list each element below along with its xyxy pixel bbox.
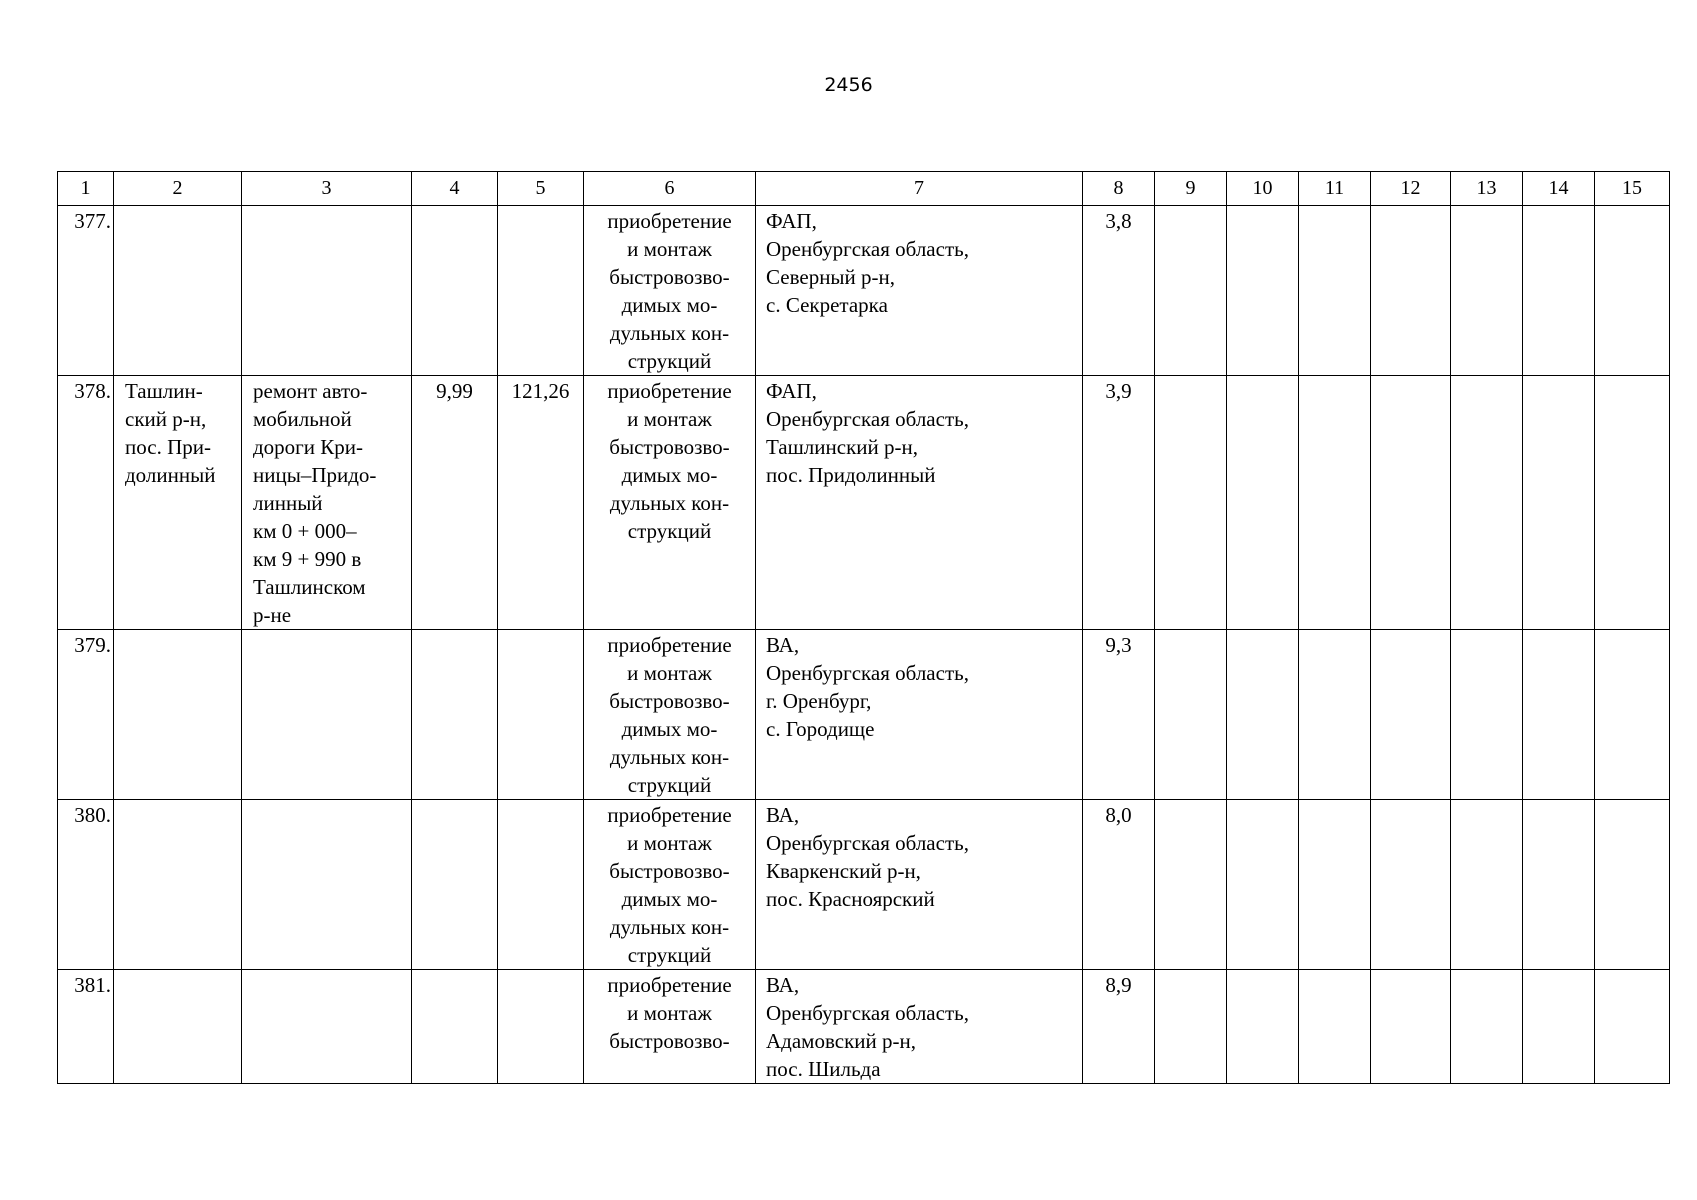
facility-line: г. Оренбург, — [766, 689, 872, 713]
empty-cell — [1371, 970, 1451, 1084]
value-cell: 8,9 — [1083, 970, 1155, 1084]
road-line: ницы–Придо- — [253, 463, 377, 487]
activity-line: и монтаж — [627, 407, 712, 431]
column-header: 7 — [756, 172, 1083, 206]
road-cell — [242, 630, 412, 800]
activity-cell — [584, 630, 756, 800]
register-table — [57, 171, 1670, 1084]
road-line: Ташлинском — [253, 575, 366, 599]
table-row — [58, 630, 1670, 800]
column-number-row — [58, 172, 1670, 206]
table-row — [58, 970, 1670, 1084]
activity-line: димых мо- — [621, 463, 718, 487]
empty-cell — [1371, 800, 1451, 970]
road-line: р-не — [253, 603, 292, 627]
facility-line: Оренбургская область, — [766, 831, 969, 855]
district-line: долинный — [125, 463, 216, 487]
activity-line: приобретение — [607, 209, 732, 233]
activity-cell — [584, 970, 756, 1084]
activity-line: дульных кон- — [609, 915, 730, 939]
activity-cell — [584, 206, 756, 376]
road-line: км 9 + 990 в — [253, 547, 362, 571]
activity-line: быстровозво- — [609, 859, 730, 883]
activity-line: димых мо- — [621, 293, 718, 317]
district-line: Ташлин- — [125, 379, 203, 403]
empty-cell — [1451, 970, 1523, 1084]
activity-line: дульных кон- — [609, 745, 730, 769]
empty-cell — [1523, 800, 1595, 970]
facility-line: пос. Придолинный — [766, 463, 936, 487]
empty-cell — [1595, 376, 1670, 630]
length-cell — [412, 630, 498, 800]
road-cell — [242, 970, 412, 1084]
empty-cell — [1155, 630, 1227, 800]
district-cell — [114, 206, 242, 376]
facility-line: Оренбургская область, — [766, 661, 969, 685]
length-cell — [412, 206, 498, 376]
activity-line: димых мо- — [621, 717, 718, 741]
row-number: 381. — [58, 970, 114, 1084]
district-cell — [114, 630, 242, 800]
facility-line: ВА, — [766, 803, 800, 827]
empty-cell — [1299, 376, 1371, 630]
empty-cell — [1451, 376, 1523, 630]
column-header: 2 — [114, 172, 242, 206]
facility-cell — [756, 970, 1083, 1084]
cost-cell — [498, 970, 584, 1084]
road-line: мобильной — [253, 407, 352, 431]
activity-line: и монтаж — [627, 237, 712, 261]
facility-cell — [756, 206, 1083, 376]
facility-line: Кваркенский р-н, — [766, 859, 921, 883]
district-cell — [114, 376, 242, 630]
column-header: 8 — [1083, 172, 1155, 206]
activity-line: приобретение — [607, 633, 732, 657]
activity-line: быстровозво- — [609, 689, 730, 713]
empty-cell — [1371, 206, 1451, 376]
empty-cell — [1595, 970, 1670, 1084]
cost-cell — [498, 800, 584, 970]
district-line: ский р-н, — [125, 407, 207, 431]
empty-cell — [1299, 630, 1371, 800]
facility-line: ФАП, — [766, 379, 817, 403]
empty-cell — [1155, 970, 1227, 1084]
cost-cell — [498, 630, 584, 800]
empty-cell — [1523, 376, 1595, 630]
activity-line: струкций — [627, 943, 712, 967]
column-header: 11 — [1299, 172, 1371, 206]
activity-line: и монтаж — [627, 661, 712, 685]
column-header: 6 — [584, 172, 756, 206]
road-cell — [242, 376, 412, 630]
facility-line: Адамовский р-н, — [766, 1029, 916, 1053]
column-header: 10 — [1227, 172, 1299, 206]
empty-cell — [1227, 206, 1299, 376]
facility-line: ФАП, — [766, 209, 817, 233]
facility-line: с. Секретарка — [766, 293, 888, 317]
activity-line: димых мо- — [621, 887, 718, 911]
empty-cell — [1371, 630, 1451, 800]
column-header: 13 — [1451, 172, 1523, 206]
table-row — [58, 800, 1670, 970]
value-cell: 3,8 — [1083, 206, 1155, 376]
page-number: 2456 — [824, 74, 873, 96]
empty-cell — [1523, 206, 1595, 376]
empty-cell — [1155, 800, 1227, 970]
road-line: км 0 + 000– — [253, 519, 357, 543]
column-header: 15 — [1595, 172, 1670, 206]
activity-line: струкций — [627, 349, 712, 373]
value-cell: 3,9 — [1083, 376, 1155, 630]
row-number: 379. — [58, 630, 114, 800]
road-line: дороги Кри- — [253, 435, 364, 459]
empty-cell — [1451, 800, 1523, 970]
facility-line: Ташлинский р-н, — [766, 435, 918, 459]
activity-line: и монтаж — [627, 1001, 712, 1025]
activity-line: приобретение — [607, 379, 732, 403]
facility-cell — [756, 630, 1083, 800]
empty-cell — [1523, 970, 1595, 1084]
facility-line: пос. Красноярский — [766, 887, 935, 911]
empty-cell — [1299, 970, 1371, 1084]
empty-cell — [1227, 630, 1299, 800]
district-line: пос. При- — [125, 435, 211, 459]
road-line: ремонт авто- — [253, 379, 368, 403]
column-header: 14 — [1523, 172, 1595, 206]
empty-cell — [1227, 970, 1299, 1084]
road-line: линный — [253, 491, 323, 515]
activity-cell — [584, 376, 756, 630]
activity-cell — [584, 800, 756, 970]
cost-cell: 121,26 — [498, 376, 584, 630]
column-header: 4 — [412, 172, 498, 206]
facility-line: ВА, — [766, 633, 800, 657]
length-cell — [412, 970, 498, 1084]
road-cell — [242, 206, 412, 376]
empty-cell — [1523, 630, 1595, 800]
table-row — [58, 376, 1670, 630]
district-cell — [114, 800, 242, 970]
facility-line: Оренбургская область, — [766, 407, 969, 431]
column-header: 1 — [58, 172, 114, 206]
activity-line: быстровозво- — [609, 435, 730, 459]
activity-line: дульных кон- — [609, 491, 730, 515]
column-header: 12 — [1371, 172, 1451, 206]
activity-line: быстровозво- — [609, 1029, 730, 1053]
activity-line: и монтаж — [627, 831, 712, 855]
activity-line: дульных кон- — [609, 321, 730, 345]
activity-line: быстровозво- — [609, 265, 730, 289]
empty-cell — [1595, 630, 1670, 800]
empty-cell — [1595, 800, 1670, 970]
empty-cell — [1299, 800, 1371, 970]
empty-cell — [1299, 206, 1371, 376]
district-cell — [114, 970, 242, 1084]
empty-cell — [1227, 376, 1299, 630]
cost-cell — [498, 206, 584, 376]
empty-cell — [1155, 206, 1227, 376]
row-number: 378. — [58, 376, 114, 630]
table-row — [58, 206, 1670, 376]
column-header: 9 — [1155, 172, 1227, 206]
empty-cell — [1371, 376, 1451, 630]
row-number: 377. — [58, 206, 114, 376]
facility-line: Оренбургская область, — [766, 237, 969, 261]
facility-cell — [756, 376, 1083, 630]
facility-line: с. Городище — [766, 717, 875, 741]
facility-line: Оренбургская область, — [766, 1001, 969, 1025]
value-cell: 8,0 — [1083, 800, 1155, 970]
value-cell: 9,3 — [1083, 630, 1155, 800]
column-header: 3 — [242, 172, 412, 206]
facility-line: Северный р-н, — [766, 265, 896, 289]
column-header: 5 — [498, 172, 584, 206]
empty-cell — [1451, 206, 1523, 376]
activity-line: приобретение — [607, 973, 732, 997]
facility-line: ВА, — [766, 973, 800, 997]
facility-line: пос. Шильда — [766, 1057, 881, 1081]
empty-cell — [1451, 630, 1523, 800]
facility-cell — [756, 800, 1083, 970]
activity-line: струкций — [627, 519, 712, 543]
length-cell: 9,99 — [412, 376, 498, 630]
length-cell — [412, 800, 498, 970]
empty-cell — [1227, 800, 1299, 970]
empty-cell — [1155, 376, 1227, 630]
empty-cell — [1595, 206, 1670, 376]
activity-line: струкций — [627, 773, 712, 797]
row-number: 380. — [58, 800, 114, 970]
road-cell — [242, 800, 412, 970]
activity-line: приобретение — [607, 803, 732, 827]
